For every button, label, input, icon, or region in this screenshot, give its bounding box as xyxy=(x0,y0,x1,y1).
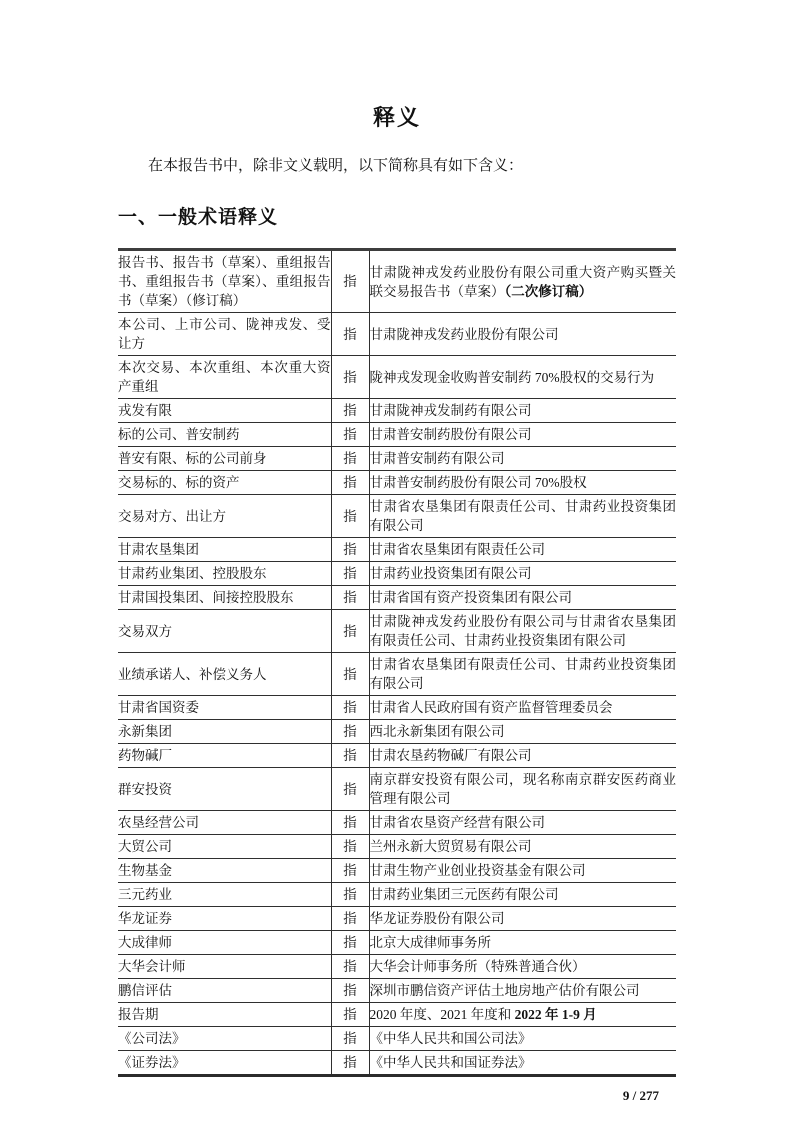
table-row xyxy=(118,399,676,423)
table-row xyxy=(118,883,676,907)
term-cell: 交易对方、出让方 xyxy=(118,495,331,538)
definition-text: 陇神戎发现金收购普安制药 70%股权的交易行为 xyxy=(369,369,655,385)
definition-bold-text: 2022 年 1-9 月 xyxy=(514,1007,597,1022)
connector-cell: 指 xyxy=(331,586,369,610)
definition-cell xyxy=(369,859,676,883)
definition-text: 甘肃药业投资集团有限公司 xyxy=(369,566,532,581)
table-row xyxy=(118,907,676,931)
definition-text: 甘肃陇神戎发制药有限公司 xyxy=(369,403,532,418)
connector-cell: 指 xyxy=(331,931,369,955)
definition-cell xyxy=(369,955,676,979)
definition-text: 《中华人民共和国证券法》 xyxy=(369,1055,532,1070)
connector-cell: 指 xyxy=(331,610,369,653)
definition-text: 北京大成律师事务所 xyxy=(369,935,491,950)
term-cell: 报告书、报告书（草案）、重组报告书、重组报告书（草案）、重组报告书（草案）（修订稿） xyxy=(118,250,331,313)
definition-cell xyxy=(369,744,676,768)
connector-cell: 指 xyxy=(331,720,369,744)
definition-cell xyxy=(369,471,676,495)
definition-cell xyxy=(369,399,676,423)
table-row xyxy=(118,859,676,883)
table-row xyxy=(118,1003,676,1027)
definition-text: 甘肃农垦药物碱厂有限公司 xyxy=(369,748,532,763)
definition-text: 西北永新集团有限公司 xyxy=(369,724,505,739)
definitions-table xyxy=(118,248,676,1077)
term-cell: 药物碱厂 xyxy=(118,744,331,768)
term-cell: 业绩承诺人、补偿义务人 xyxy=(118,653,331,696)
table-row xyxy=(118,586,676,610)
connector-cell: 指 xyxy=(331,562,369,586)
connector-cell: 指 xyxy=(331,313,369,356)
table-row xyxy=(118,447,676,471)
connector-cell: 指 xyxy=(331,859,369,883)
definition-text: 大华会计师事务所（特殊普通合伙） xyxy=(369,959,586,974)
term-cell: 本公司、上市公司、陇神戎发、受让方 xyxy=(118,313,331,356)
connector-cell: 指 xyxy=(331,250,369,313)
definitions-table-body xyxy=(118,250,676,1076)
term-cell: 甘肃国投集团、间接控股股东 xyxy=(118,586,331,610)
definition-cell xyxy=(369,835,676,859)
definition-cell xyxy=(369,907,676,931)
definition-cell xyxy=(369,313,676,356)
section-heading: 一、一般术语释义 xyxy=(118,207,279,228)
connector-cell: 指 xyxy=(331,399,369,423)
table-row xyxy=(118,423,676,447)
definition-text: 甘肃省农垦集团有限责任公司 xyxy=(369,542,545,557)
definition-text: 甘肃省人民政府国有资产监督管理委员会 xyxy=(369,700,613,715)
definition-cell xyxy=(369,586,676,610)
term-cell: 本次交易、本次重组、本次重大资产重组 xyxy=(118,356,331,399)
table-row xyxy=(118,811,676,835)
definition-cell xyxy=(369,562,676,586)
definition-text: 甘肃省国有资产投资集团有限公司 xyxy=(369,590,572,605)
definition-text: 甘肃省农垦集团有限责任公司、甘肃药业投资集团有限公司 xyxy=(369,499,676,533)
table-row xyxy=(118,562,676,586)
definition-cell xyxy=(369,250,676,313)
definition-bold-text: （二次修订稿） xyxy=(504,283,593,299)
term-cell: 群安投资 xyxy=(118,768,331,811)
definition-cell xyxy=(369,653,676,696)
term-cell: 三元药业 xyxy=(118,883,331,907)
table-row xyxy=(118,768,676,811)
term-cell: 交易标的、标的资产 xyxy=(118,471,331,495)
page-title: 释义 xyxy=(372,105,421,130)
connector-cell: 指 xyxy=(331,744,369,768)
table-row xyxy=(118,696,676,720)
definition-text: 华龙证券股份有限公司 xyxy=(369,911,505,926)
term-cell: 报告期 xyxy=(118,1003,331,1027)
intro-paragraph: 在本报告书中，除非文义载明，以下简称具有如下含义： xyxy=(148,158,524,174)
definition-cell xyxy=(369,720,676,744)
definition-text: 甘肃陇神戎发药业股份有限公司重大资产购买暨关联交易报告书（草案） xyxy=(369,264,676,299)
definition-text: 甘肃省农垦集团有限责任公司、甘肃药业投资集团有限公司 xyxy=(369,657,676,691)
definition-cell xyxy=(369,1003,676,1027)
table-row xyxy=(118,653,676,696)
definition-cell xyxy=(369,979,676,1003)
connector-cell: 指 xyxy=(331,538,369,562)
definition-text: 甘肃普安制药股份有限公司 xyxy=(369,427,532,442)
definition-cell xyxy=(369,811,676,835)
definition-text: 甘肃普安制药股份有限公司 70%股权 xyxy=(369,475,587,490)
table-row xyxy=(118,955,676,979)
term-cell: 甘肃农垦集团 xyxy=(118,538,331,562)
table-row xyxy=(118,835,676,859)
definition-text: 深圳市鹏信资产评估土地房地产估价有限公司 xyxy=(369,983,640,998)
connector-cell: 指 xyxy=(331,447,369,471)
table-row xyxy=(118,931,676,955)
term-cell: 鹏信评估 xyxy=(118,979,331,1003)
table-row xyxy=(118,356,676,399)
connector-cell: 指 xyxy=(331,696,369,720)
term-cell: 交易双方 xyxy=(118,610,331,653)
term-cell: 甘肃省国资委 xyxy=(118,696,331,720)
connector-cell: 指 xyxy=(331,883,369,907)
connector-cell: 指 xyxy=(331,955,369,979)
connector-cell: 指 xyxy=(331,1051,369,1076)
table-row xyxy=(118,720,676,744)
definition-text: 甘肃普安制药有限公司 xyxy=(369,451,505,466)
connector-cell: 指 xyxy=(331,1027,369,1051)
term-cell: 永新集团 xyxy=(118,720,331,744)
definition-cell xyxy=(369,423,676,447)
connector-cell: 指 xyxy=(331,423,369,447)
term-cell: 大华会计师 xyxy=(118,955,331,979)
definition-text: 甘肃省农垦资产经营有限公司 xyxy=(369,815,545,830)
connector-cell: 指 xyxy=(331,356,369,399)
connector-cell: 指 xyxy=(331,907,369,931)
connector-cell: 指 xyxy=(331,471,369,495)
definition-text: 2020 年度、2021 年度和 xyxy=(369,1007,515,1022)
term-cell: 《公司法》 xyxy=(118,1027,331,1051)
definition-text: 甘肃陇神戎发药业股份有限公司与甘肃省农垦集团有限责任公司、甘肃药业投资集团有限公司 xyxy=(369,614,676,648)
term-cell: 大成律师 xyxy=(118,931,331,955)
table-row xyxy=(118,610,676,653)
table-row xyxy=(118,471,676,495)
connector-cell: 指 xyxy=(331,768,369,811)
table-row xyxy=(118,495,676,538)
term-cell: 戎发有限 xyxy=(118,399,331,423)
term-cell: 普安有限、标的公司前身 xyxy=(118,447,331,471)
definition-cell xyxy=(369,1027,676,1051)
definition-cell xyxy=(369,1051,676,1076)
term-cell: 华龙证券 xyxy=(118,907,331,931)
definition-cell xyxy=(369,768,676,811)
term-cell: 甘肃药业集团、控股股东 xyxy=(118,562,331,586)
page-number: 9 / 277 xyxy=(622,1088,659,1103)
term-cell: 农垦经营公司 xyxy=(118,811,331,835)
table-row xyxy=(118,538,676,562)
connector-cell: 指 xyxy=(331,979,369,1003)
definition-text: 甘肃陇神戎发药业股份有限公司 xyxy=(369,326,559,342)
definition-cell xyxy=(369,931,676,955)
term-cell: 标的公司、普安制药 xyxy=(118,423,331,447)
definition-cell xyxy=(369,883,676,907)
connector-cell: 指 xyxy=(331,811,369,835)
table-row xyxy=(118,979,676,1003)
definition-cell xyxy=(369,538,676,562)
term-cell: 《证券法》 xyxy=(118,1051,331,1076)
definition-text: 《中华人民共和国公司法》 xyxy=(369,1031,532,1046)
table-row xyxy=(118,1051,676,1076)
definition-text: 兰州永新大贸贸易有限公司 xyxy=(369,839,532,854)
table-row xyxy=(118,744,676,768)
definition-cell xyxy=(369,356,676,399)
connector-cell: 指 xyxy=(331,653,369,696)
definition-cell xyxy=(369,495,676,538)
definition-cell xyxy=(369,610,676,653)
connector-cell: 指 xyxy=(331,1003,369,1027)
definition-text: 甘肃药业集团三元医药有限公司 xyxy=(369,887,559,902)
definition-text: 南京群安投资有限公司，现名称南京群安医药商业管理有限公司 xyxy=(369,772,676,806)
definition-text: 甘肃生物产业创业投资基金有限公司 xyxy=(369,863,586,878)
definition-cell xyxy=(369,447,676,471)
table-row xyxy=(118,250,676,313)
table-row xyxy=(118,1027,676,1051)
table-row xyxy=(118,313,676,356)
term-cell: 大贸公司 xyxy=(118,835,331,859)
definition-cell xyxy=(369,696,676,720)
connector-cell: 指 xyxy=(331,835,369,859)
connector-cell: 指 xyxy=(331,495,369,538)
term-cell: 生物基金 xyxy=(118,859,331,883)
